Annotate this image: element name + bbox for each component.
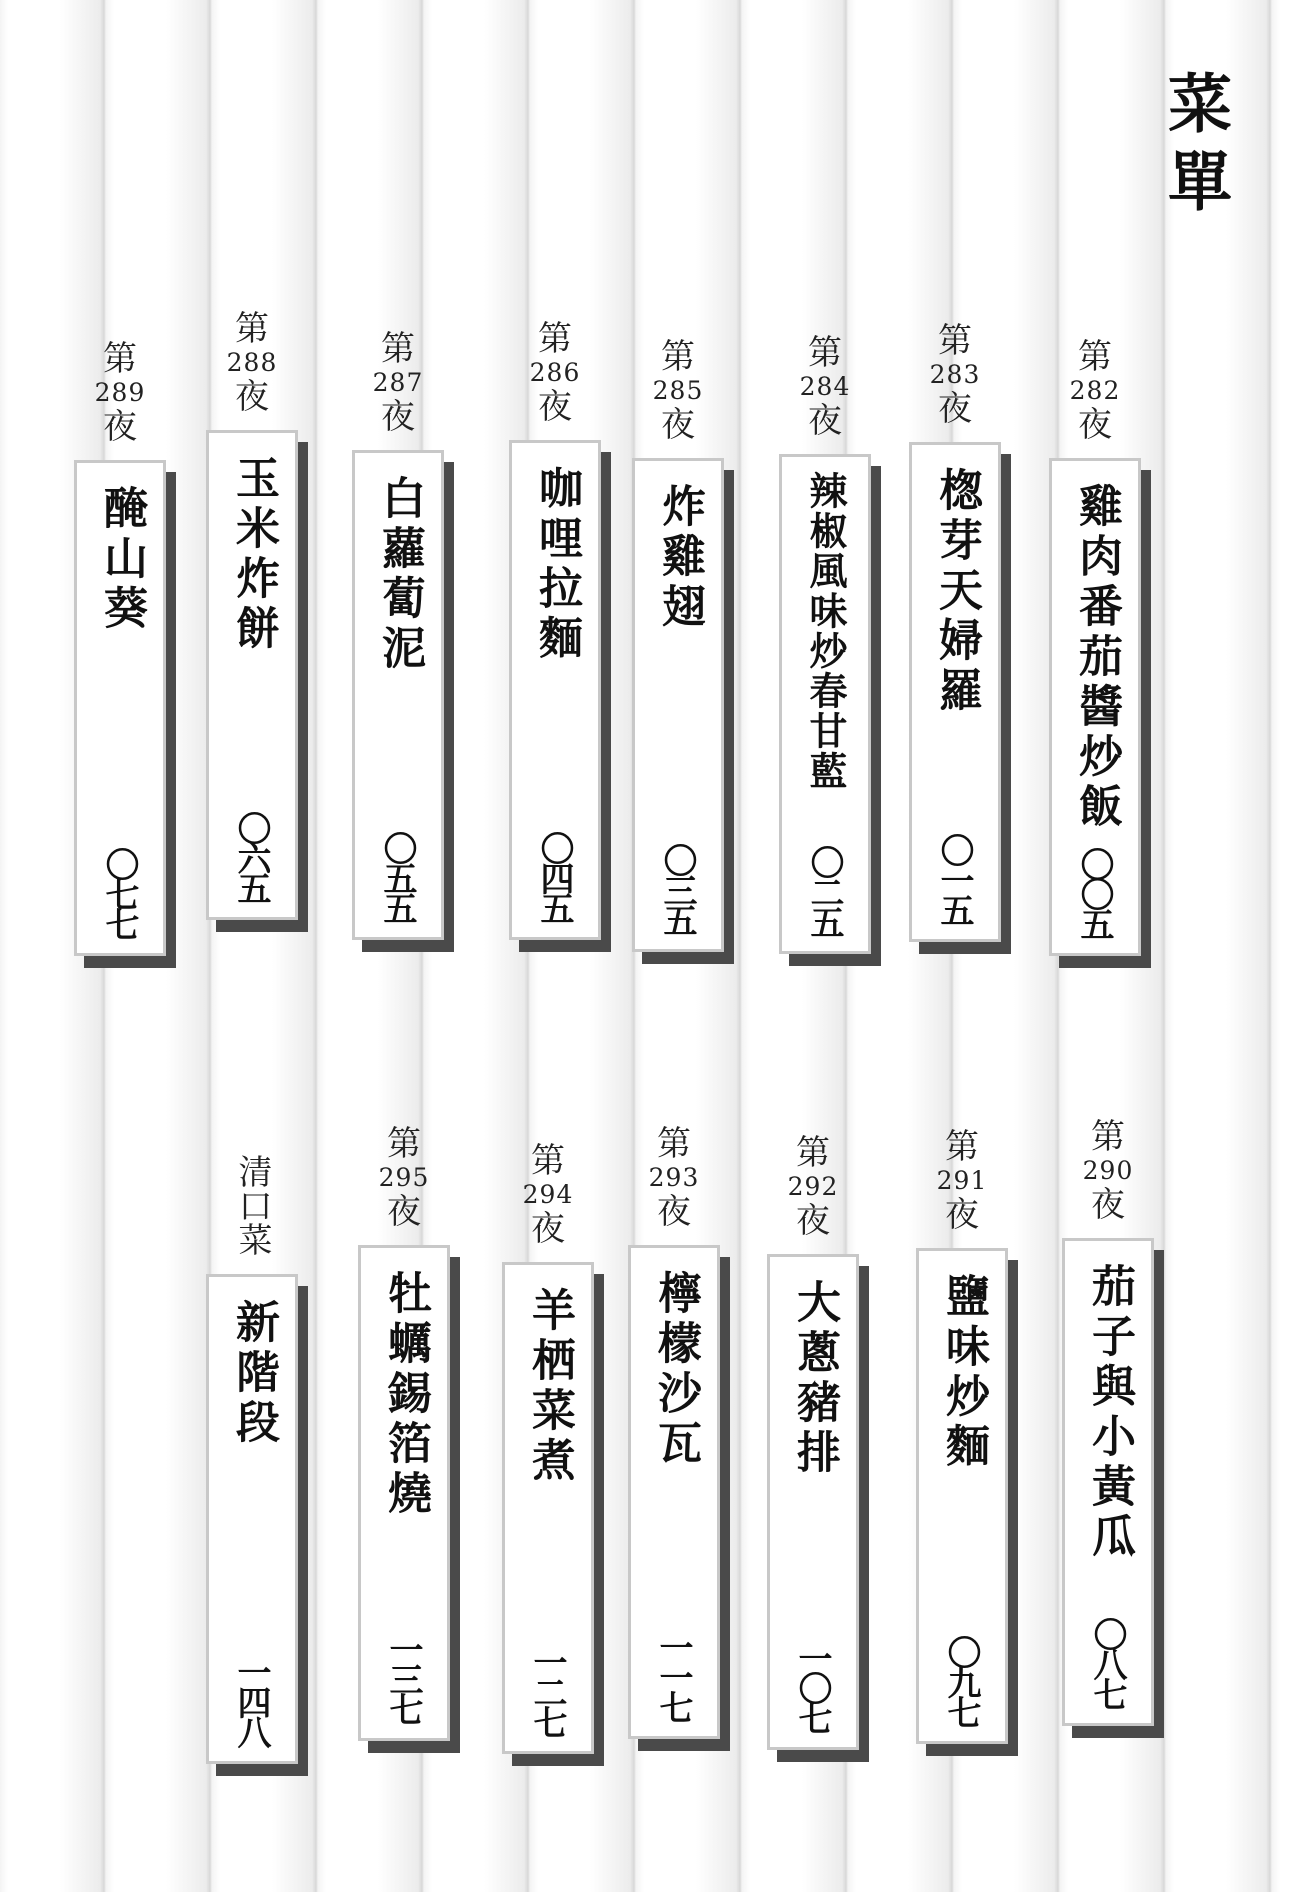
dish-card [1049,458,1141,956]
dish-name: 新階段 [228,1299,279,1449]
menu-entry [348,330,448,940]
page-number: 一〇七 [792,1641,832,1731]
page-number: 〇一五 [934,833,974,923]
page-number: 〇八七 [1087,1617,1127,1707]
dish-card [509,440,601,940]
night-label: 第 289 夜 [94,339,146,447]
night-label: 第 286 夜 [529,319,581,427]
dish-card [632,458,724,952]
dish-name: 羊栖菜煮 [524,1287,575,1487]
menu-entry [70,340,170,956]
menu-entry [1045,338,1145,956]
page-number: 〇三五 [657,843,697,933]
dish-name: 白蘿蔔泥 [374,475,425,675]
menu-entry [354,1125,454,1741]
page-number: 〇二五 [804,845,844,935]
dish-card [502,1262,594,1754]
page-number: 一四八 [231,1655,271,1745]
page-title: 菜單 [1157,70,1232,226]
night-label: 第 295 夜 [378,1124,430,1232]
dish-name: 炸雞翅 [654,483,705,633]
dish-name: 茄子與小黃瓜 [1084,1263,1135,1563]
dish-name: 檸檬沙瓦 [650,1270,701,1470]
page-number: 一三七 [383,1632,423,1722]
page-number: 一二七 [527,1645,567,1735]
menu-entry [628,338,728,952]
menu-entry [498,1142,598,1754]
night-label: 第 287 夜 [372,329,424,437]
dish-card [909,442,1001,942]
dish-name: 玉米炸餅 [228,455,279,655]
page-number: 〇六五 [231,811,271,901]
menu-entry [905,322,1005,942]
night-label: 第 284 夜 [799,333,851,441]
dish-name: 辣椒風味炒春甘藍 [803,471,848,791]
dish-name: 大蔥豬排 [789,1279,840,1479]
dish-name: 雞肉番茄醬炒飯 [1071,483,1122,833]
dish-name: 楤芽天婦羅 [931,467,982,717]
menu-entry [1058,1118,1158,1726]
night-label: 第 282 夜 [1069,337,1121,445]
palate-cleanser-label: 清口菜 [232,1154,272,1256]
menu-entry [763,1134,863,1750]
page-number: 〇四五 [534,831,574,921]
dish-card [352,450,444,940]
night-label: 第 293 夜 [648,1124,700,1232]
dish-card [206,430,298,920]
page-number: 〇〇五 [1074,847,1114,937]
menu-entry [505,320,605,940]
night-label: 第 285 夜 [652,337,704,445]
dish-card [767,1254,859,1750]
dish-card [1062,1238,1154,1726]
night-label: 第 288 夜 [226,309,278,417]
dish-card [206,1274,298,1764]
menu-entry [202,310,302,920]
dish-card [916,1248,1008,1744]
dish-name: 咖哩拉麵 [531,465,582,665]
menu-entry [624,1125,724,1739]
dish-name: 醃山葵 [96,485,147,635]
night-label: 第 283 夜 [929,321,981,429]
page-number: 〇七七 [99,847,139,937]
night-label: 第 294 夜 [522,1141,574,1249]
menu-entry [775,334,875,954]
dish-card [779,454,871,954]
page-number: 〇九七 [941,1635,981,1725]
dish-card [628,1245,720,1739]
dish-card [358,1245,450,1741]
dish-card [74,460,166,956]
night-label: 第 290 夜 [1082,1117,1134,1225]
night-label: 第 292 夜 [787,1133,839,1241]
menu-entry [202,1150,302,1764]
page-number: 〇五五 [377,831,417,921]
night-label: 第 291 夜 [936,1127,988,1235]
dish-name: 牡蠣錫箔燒 [380,1270,431,1520]
menu-entry [912,1128,1012,1744]
dish-name: 鹽味炒麵 [938,1273,989,1473]
page-number: 一一七 [653,1630,693,1720]
